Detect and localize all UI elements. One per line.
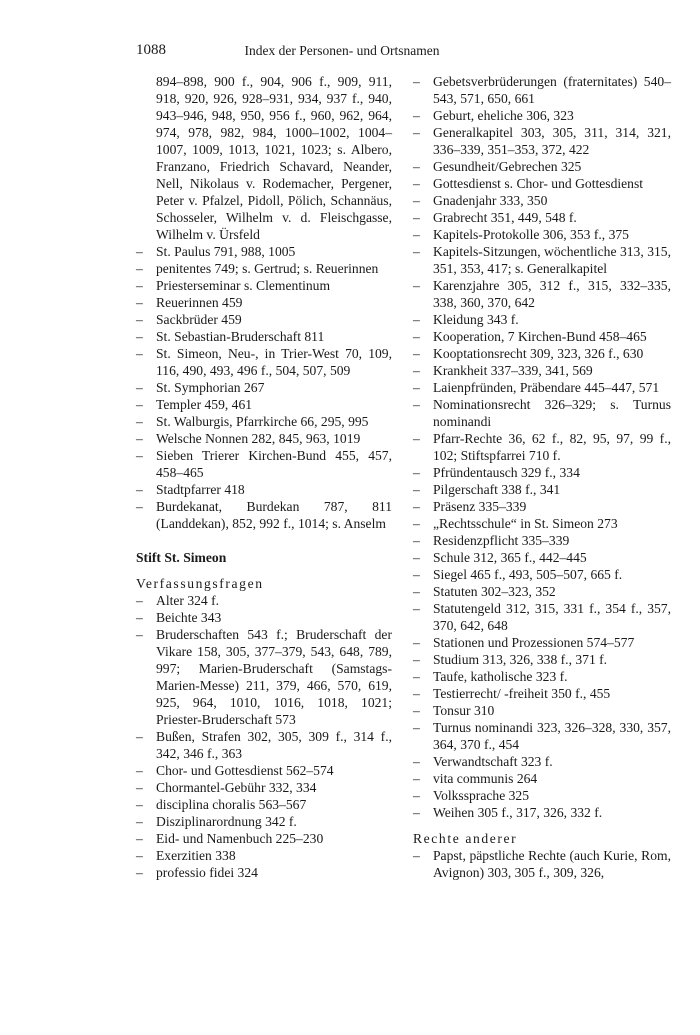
index-entry [136,864,392,881]
entry-text: St. Paulus 791, 988, 1005 [156,244,296,259]
entry-text: Sieben Trierer Kirchen-Bund 455, 457, 458–465 [156,448,392,480]
index-entry [413,668,671,685]
entry-dash: – [136,312,143,327]
index-entry [413,175,671,192]
index-entry [136,830,392,847]
subheading-verfassungsfragen: Verfassungsfragen [136,576,264,591]
index-entry [413,847,671,881]
entry-text: Karenzjahre 305, 312 f., 315, 332–335, 338, 360, 370, 642 [433,278,671,310]
entry-dash: – [136,380,143,395]
index-entry [413,753,671,770]
entry-dash: – [136,848,143,863]
entry-text: Priesterseminar s. Clementinum [156,278,331,293]
index-entry [413,158,671,175]
entry-dash: – [136,610,143,625]
entry-dash: – [413,669,420,684]
index-entry [136,243,392,260]
entry-text: St. Sebastian-Bruderschaft 811 [156,329,325,344]
entry-dash: – [136,448,143,463]
entry-dash: – [413,397,420,412]
index-entry [136,430,392,447]
entry-dash: – [413,550,420,565]
entry-dash: – [413,210,420,225]
entry-text: Stationen und Prozessionen 574–577 [433,635,635,650]
entry-dash: – [413,431,420,446]
index-entry [413,532,671,549]
entry-dash: – [136,814,143,829]
entry-dash: – [413,465,420,480]
index-entry [136,609,392,626]
entry-text: Kleidung 343 f. [433,312,519,327]
entry-text: Templer 459, 461 [156,397,253,412]
entry-dash: – [413,805,420,820]
entry-text: Beichte 343 [156,610,222,625]
entry-dash: – [136,797,143,812]
entry-dash: – [413,193,420,208]
entry-dash: – [413,788,420,803]
index-entry [136,592,392,609]
index-entry [136,728,392,762]
entry-text: Gebetsverbrüderungen (fraternitates) 540–543, 571, 650, 661 [433,74,671,106]
entry-text: Turnus nominandi 323, 326–328, 330, 357, 364, 370 f., 454 [433,720,671,752]
running-title: Index der Personen- und Ortsnamen [244,43,440,58]
index-entry [413,107,671,124]
entry-dash: – [413,278,420,293]
entry-text: Siegel 465 f., 493, 505–507, 665 f. [433,567,623,582]
entry-dash: – [413,244,420,259]
index-entry [136,779,392,796]
entry-text: Volkssprache 325 [433,788,530,803]
entry-text: Stadtpfarrer 418 [156,482,245,497]
entry-dash: – [136,295,143,310]
entry-dash: – [136,278,143,293]
entry-text: penitentes 749; s. Gertrud; s. Reuerinnen [156,261,379,276]
entry-dash: – [136,627,143,642]
index-entry [413,515,671,532]
entry-dash: – [413,533,420,548]
entry-text: Pfarr-Rechte 36, 62 f., 82, 95, 97, 99 f., 102; Stiftspfarrei 710 f. [433,431,671,463]
index-entry [413,634,671,651]
entry-text: Burdekanat, Burdekan 787, 811 (Landdekan), 852, 992 f., 1014; s. Anselm [156,499,392,531]
index-entry [413,787,671,804]
index-entry [136,277,392,294]
index-entry [413,600,671,634]
entry-text: Krankheit 337–339, 341, 569 [433,363,593,378]
entry-text: Gottesdienst s. Chor- und Gottesdienst [433,176,644,191]
entry-text: Kooptationsrecht 309, 323, 326 f., 630 [433,346,644,361]
entry-dash: – [413,720,420,735]
entry-text: Sackbrüder 459 [156,312,242,327]
entry-text: Verwandtschaft 323 f. [433,754,553,769]
entry-dash: – [413,176,420,191]
entry-text: Tonsur 310 [433,703,495,718]
index-entry [413,498,671,515]
index-entry [136,328,392,345]
index-entry [413,719,671,753]
entry-dash: – [413,516,420,531]
entry-text: Gnadenjahr 333, 350 [433,193,548,208]
index-entry [413,124,671,158]
index-entry [413,566,671,583]
entry-text: Exerzitien 338 [156,848,236,863]
entry-text: disciplina choralis 563–567 [156,797,307,812]
entry-dash: – [413,380,420,395]
index-entry-continuation: 894–898, 900 f., 904, 906 f., 909, 911, 918, 920, 926, 928–931, 934, 937 f., 940, 943–946, 948, 950, 956 f., 960, 962, 964, 974, 978, 982, 984, 1000–1002, 1004–1007, 1009, 1013, 1021, 1023; s. Albero, Franzano, Friedrich Schavard, Neander, Nell, Nikolaus v. Rodemacher, Pergener, Peter v. Pfalzel, Pidoll, Pölich, Schannäus, Schosseler, Wilhelm v. d. Fleischgasse, Wilhelm v. Ürsfeld [156,74,392,242]
index-entry [136,345,392,379]
entry-dash: – [136,593,143,608]
index-entry [413,328,671,345]
entry-dash: – [136,414,143,429]
page-number: 1088 [136,42,166,58]
entry-text: Kapitels-Sitzungen, wöchentliche 313, 315, 351, 353, 417; s. Generalkapitel [433,244,671,276]
entry-dash: – [136,329,143,344]
entry-text: Pilgerschaft 338 f., 341 [433,482,561,497]
entry-dash: – [413,848,420,863]
entry-text: Chor- und Gottesdienst 562–574 [156,763,334,778]
index-entry [136,413,392,430]
index-entry [413,685,671,702]
entry-dash: – [413,227,420,242]
index-entry [413,770,671,787]
entry-text: Bußen, Strafen 302, 305, 309 f., 314 f., 342, 346 f., 363 [156,729,392,761]
index-entry [413,277,671,311]
entry-dash: – [136,763,143,778]
entry-dash: – [136,346,143,361]
index-entry [413,345,671,362]
entry-dash: – [136,431,143,446]
entry-text: Alter 324 f. [156,593,220,608]
entry-dash: – [413,771,420,786]
entry-text: Statutengeld 312, 315, 331 f., 354 f., 357, 370, 642, 648 [433,601,671,633]
entry-dash: – [413,652,420,667]
right-column [413,73,671,881]
index-entry [136,294,392,311]
entry-dash: – [136,261,143,276]
entry-dash: – [413,159,420,174]
entry-dash: – [413,74,420,89]
entry-dash: – [413,584,420,599]
entry-text: St. Simeon, Neu-, in Trier-West 70, 109, 116, 490, 493, 496 f., 504, 507, 509 [156,346,392,378]
entry-text: Weihen 305 f., 317, 326, 332 f. [433,805,603,820]
index-entry [136,396,392,413]
entry-dash: – [413,601,420,616]
entry-text: Kooperation, 7 Kirchen-Bund 458–465 [433,329,647,344]
index-entry [413,73,671,107]
entry-dash: – [136,729,143,744]
index-entry [413,243,671,277]
index-entry [136,311,392,328]
entry-text: Schule 312, 365 f., 442–445 [433,550,587,565]
right-entry-list-a [413,73,671,821]
index-entry [136,762,392,779]
entry-dash: – [413,754,420,769]
index-entry [413,549,671,566]
entry-dash: – [413,125,420,140]
entry-text: Taufe, katholische 323 f. [433,669,568,684]
index-entry [136,481,392,498]
entry-dash: – [413,567,420,582]
index-entry [136,498,392,532]
left-entry-list-b [136,592,392,881]
index-entry [136,847,392,864]
entry-text: Residenzpflicht 335–339 [433,533,570,548]
index-entry [413,583,671,600]
index-entry [136,447,392,481]
index-entry [413,430,671,464]
entry-dash: – [136,499,143,514]
entry-text: Reuerinnen 459 [156,295,243,310]
entry-text: professio fidei 324 [156,865,258,880]
entry-dash: – [413,686,420,701]
entry-text: Kapitels-Protokolle 306, 353 f., 375 [433,227,629,242]
index-entry [413,209,671,226]
entry-dash: – [413,346,420,361]
index-entry [136,626,392,728]
entry-dash: – [413,703,420,718]
entry-text: Papst, päpstliche Rechte (auch Kurie, Rom, Avignon) 303, 305 f., 309, 326, [433,848,671,880]
index-entry [413,651,671,668]
entry-text: Welsche Nonnen 282, 845, 963, 1019 [156,431,361,446]
left-entry-list-a [136,243,392,532]
index-entry [136,796,392,813]
entry-text: Testierrecht/ -freiheit 350 f., 455 [433,686,611,701]
index-entry [413,362,671,379]
entry-text: Gesundheit/Gebrechen 325 [433,159,582,174]
entry-dash: – [413,363,420,378]
entry-dash: – [413,635,420,650]
entry-text: Studium 313, 326, 338 f., 371 f. [433,652,608,667]
index-entry [413,379,671,396]
entry-dash: – [136,831,143,846]
right-entry-list-b [413,847,671,881]
entry-dash: – [413,108,420,123]
index-entry [136,260,392,277]
entry-text: Chormantel-Gebühr 332, 334 [156,780,317,795]
index-entry [413,481,671,498]
entry-text: Laienpfründen, Präbendare 445–447, 571 [433,380,660,395]
entry-dash: – [136,244,143,259]
index-entry [413,396,671,430]
entry-text: Eid- und Namenbuch 225–230 [156,831,324,846]
entry-text: St. Symphorian 267 [156,380,265,395]
subheading-rechte-anderer: Rechte anderer [413,831,518,846]
index-entry [413,464,671,481]
index-entry [413,192,671,209]
index-entry [413,702,671,719]
index-entry [136,813,392,830]
entry-dash: – [413,329,420,344]
index-entry [136,379,392,396]
entry-text: Disziplinarordnung 342 f. [156,814,297,829]
entry-text: Geburt, eheliche 306, 323 [433,108,574,123]
entry-dash: – [413,499,420,514]
entry-dash: – [136,780,143,795]
entry-text: Grabrecht 351, 449, 548 f. [433,210,577,225]
entry-text: „Rechtsschule“ in St. Simeon 273 [433,516,618,531]
index-entry [413,804,671,821]
entry-text: Generalkapitel 303, 305, 311, 314, 321, 336–339, 351–353, 372, 422 [433,125,671,157]
index-entry [413,226,671,243]
entry-dash: – [136,397,143,412]
section-title: Stift St. Simeon [136,550,227,565]
entry-dash: – [413,312,420,327]
entry-dash: – [413,482,420,497]
entry-text: Pfründentausch 329 f., 334 [433,465,580,480]
entry-text: St. Walburgis, Pfarrkirche 66, 295, 995 [156,414,369,429]
entry-dash: – [136,482,143,497]
entry-text: Nominationsrecht 326–329; s. Turnus nominandi [433,397,671,429]
index-entry [413,311,671,328]
entry-text: Bruderschaften 543 f.; Bruderschaft der Vikare 158, 305, 377–379, 543, 648, 789, 997; Marien-Bruderschaft (Samstags-Marien-Messe) 211, 379, 466, 570, 619, 925, 964, 1010, 1016, 1018, 1021; Priester-Bruderschaft 573 [156,627,392,727]
entry-dash: – [136,865,143,880]
entry-text: vita communis 264 [433,771,538,786]
entry-text: Präsenz 335–339 [433,499,527,514]
left-column [136,73,392,881]
entry-text: Statuten 302–323, 352 [433,584,556,599]
page-header [136,42,548,64]
